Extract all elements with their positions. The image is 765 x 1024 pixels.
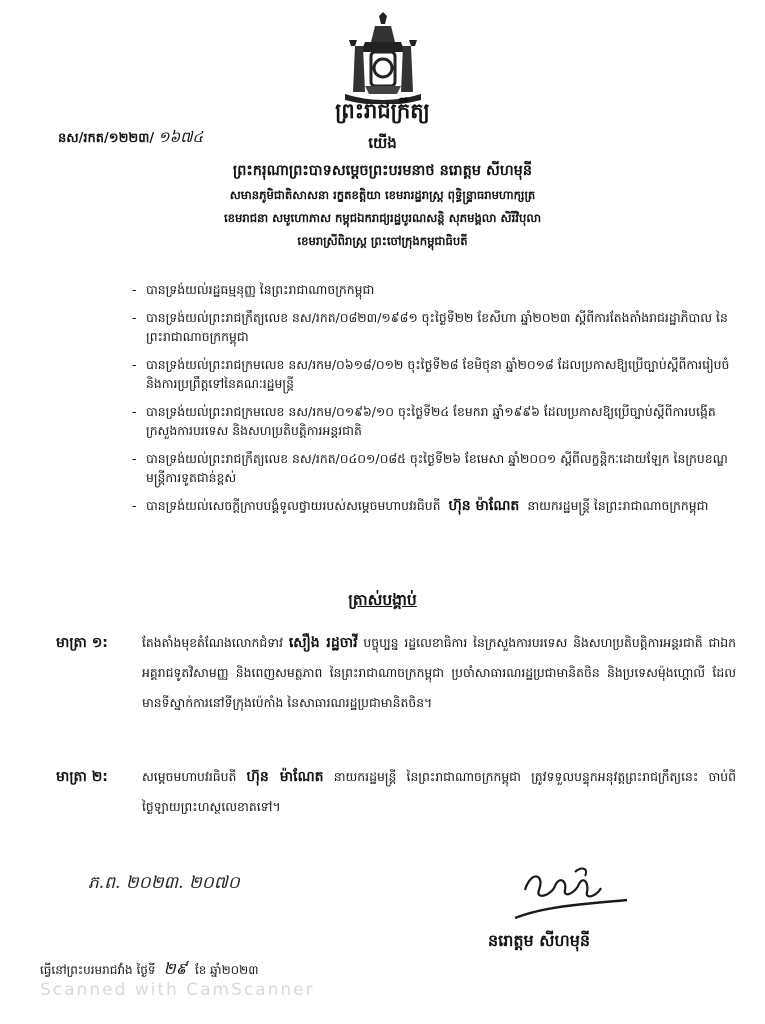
preamble-item: - បានទ្រង់យល់ព្រះរាជក្រមលេខ នស/រកម/០៦១៨/០១២ ចុះថ្ងៃទី២៨ ខែមិថុនា ឆ្នាំ២០១៨ ដែលប្រកាសឱ្យប្រើច្បាប់ស្ដីពីការរៀបចំ និងការប្រព្រឹត្តទៅនៃគណៈរដ្ឋមន្ត្រី bbox=[132, 355, 732, 393]
issue-place-date bbox=[40, 958, 259, 982]
signer-name: នរោត្ដម សីហមុនី bbox=[488, 931, 591, 950]
reference-number-printed: នស/រកត/១២២៣/ bbox=[58, 131, 155, 146]
article-1 bbox=[56, 628, 736, 718]
preamble-item bbox=[132, 496, 732, 516]
article-text bbox=[142, 628, 736, 718]
issue-place-prefix: ធ្វើនៅព្រះបរមរាជវាំង ថ្ងៃទី bbox=[40, 963, 156, 977]
prime-minister-name: ហ៊ុន ម៉ាណែត bbox=[448, 498, 520, 514]
article-2 bbox=[56, 762, 736, 822]
royal-signature-icon bbox=[505, 860, 635, 930]
article-label: មាត្រា ១: bbox=[56, 635, 108, 651]
preamble-item: - បានទ្រង់យល់ព្រះរាជក្រឹត្យលេខ នស/រកត/០៨២៣/១៩៨១ ចុះថ្ងៃទី២២ ខែសីហា ឆ្នាំ២០២៣ ស្ដីពីការតែងតាំងរាជរដ្ឋាភិបាល នៃព្រះរាជាណាចក្រកម្ពុជា bbox=[132, 308, 732, 346]
article-text-before: តែងតាំងមុខតំណែងលោកជំទាវ bbox=[142, 635, 283, 650]
article-text-before: សម្ដេចមហាបវរធិបតី bbox=[142, 769, 237, 784]
reference-number-handwritten: ១៦៧៤ bbox=[158, 128, 204, 146]
prime-minister-name: ហ៊ុន ម៉ាណែត bbox=[246, 769, 324, 785]
royal-title-line-1: សមានភូមិជាតិសាសនា រក្ខតខត្តិយា ខេមរារដ្ឋរាស្ត្រ ពុទ្ធិន្ទ្រាធរាមហាក្សត្រ bbox=[229, 188, 536, 202]
preamble-item: - បានទ្រង់យល់ព្រះរាជក្រឹត្យលេខ នស/រកត/០៤០១/០៨៥ ចុះថ្ងៃទី២៦ ខែមេសា ឆ្នាំ២០០១ ស្ដីពីលក្ខន្តិកៈដោយឡែក នៃក្របខណ្ឌមន្ត្រីការទូតជាន់ខ្ពស់ bbox=[132, 449, 732, 487]
royal-title-line-2: ខេមរាជនា សមូហោភាស កម្ពុជឯករាជ្យរដ្ឋបូរណសន្តិ សុភមង្គលា សិរីវិបុលា bbox=[223, 211, 542, 225]
issue-month-year: ខែ ឆ្នាំ២០២៣ bbox=[194, 963, 259, 977]
decree-title: ព្រះរាជក្រឹត្យ bbox=[335, 99, 430, 123]
appointee-name: សឿង រដ្ឋចាវី bbox=[288, 635, 358, 651]
issue-day-handwritten: ២៩ bbox=[163, 959, 187, 978]
article-text bbox=[142, 762, 736, 822]
preamble-last-prefix: បានទ្រង់យល់សេចក្តីក្រាបបង្គំទូលថ្វាយរបស់សម្ដេចមហាបវរធិបតី bbox=[146, 498, 441, 513]
preamble-item: - បានទ្រង់យល់រដ្ឋធម្មនុញ្ញ នៃព្រះរាជាណាចក្រកម្ពុជា bbox=[132, 280, 732, 299]
preamble-last-suffix: នាយករដ្ឋមន្ត្រី នៃព្រះរាជាណាចក្រកម្ពុជា bbox=[527, 498, 709, 513]
royal-title-line-3: ខេមរាស្រីពិរាស្ត្រ ព្រះចៅក្រុងកម្ពុជាធិបតី bbox=[297, 234, 468, 248]
preamble-list bbox=[132, 280, 732, 525]
decide-heading: ត្រាស់បង្គាប់ bbox=[348, 591, 417, 609]
royal-name: ព្រះករុណាព្រះបាទសម្ដេចព្រះបរមនាថ នរោត្ដម សីហមុនី bbox=[232, 163, 533, 179]
scanner-watermark: Scanned with CamScanner bbox=[40, 980, 315, 1000]
royal-crest-icon bbox=[335, 12, 431, 104]
handwritten-date: ភ.ព. ២០២៣. ២០៧០ bbox=[88, 873, 240, 893]
article-label: មាត្រា ២: bbox=[56, 769, 108, 785]
we-heading: យើង bbox=[368, 134, 397, 152]
preamble-item: - បានទ្រង់យល់ព្រះរាជក្រមលេខ នស/រកម/០១៩៦/១០ ចុះថ្ងៃទី២៤ ខែមករា ឆ្នាំ១៩៩៦ ដែលប្រកាសឱ្យប្រើច្បាប់ស្ដីពីការបង្កើតក្រសួងការបរទេស និងសហប្រតិបត្តិការអន្តរជាតិ bbox=[132, 402, 732, 440]
article-text-after: បច្ចុប្បន្ន រដ្ឋលេខាធិការ នៃក្រសួងការបរទេស និងសហប្រតិបត្តិការអន្តរជាតិ ជាឯកអគ្គរាជទូតវិសាមញ្ញ និងពេញសមត្ថភាព នៃព្រះរាជាណាចក្រកម្ពុជា ប្រចាំសាធារណរដ្ឋប្រជាមានិតចិន និងប្រទេសម៉ុងហ្គោលី ដែលមានទីស្នាក់ការនៅទីក្រុងប៉េកាំង នៃសាធារណរដ្ឋប្រជាមានិតចិន។ bbox=[142, 635, 736, 710]
article-text-after: នាយករដ្ឋមន្ត្រី នៃព្រះរាជាណាចក្រកម្ពុជា ត្រូវទទួលបន្ទុកអនុវត្តព្រះរាជក្រឹត្យនេះ ចាប់ពីថ្ងៃឡាយព្រះហស្ថលេខាតទៅ។ bbox=[142, 769, 736, 814]
